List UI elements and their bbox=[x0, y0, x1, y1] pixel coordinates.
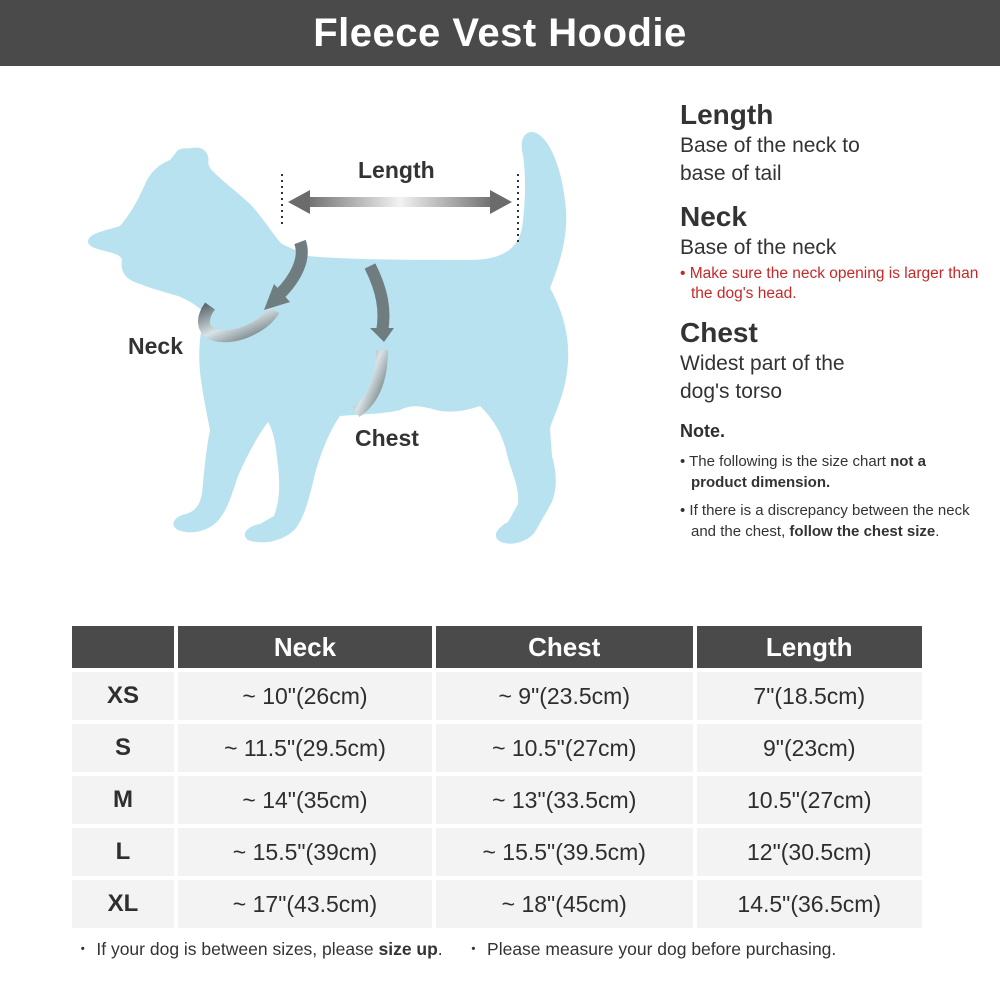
size-table bbox=[68, 622, 926, 932]
size-cell: M bbox=[72, 776, 174, 824]
note-section bbox=[680, 418, 980, 542]
table-row bbox=[72, 724, 922, 772]
table-row bbox=[72, 880, 922, 928]
length-cell: 14.5"(36.5cm) bbox=[697, 880, 922, 928]
table-header-row bbox=[72, 626, 922, 668]
note-item-2-bold: follow the chest size bbox=[789, 522, 936, 540]
chest-label: Chest bbox=[355, 425, 419, 451]
footer-left-end: . bbox=[437, 939, 443, 959]
length-desc-1: Base of the neck to bbox=[680, 134, 860, 157]
neck-cell: ~ 15.5"(39cm) bbox=[178, 828, 432, 876]
note-item-1-text: • The following is the size chart bbox=[680, 453, 891, 470]
neck-info bbox=[680, 200, 980, 304]
table-row bbox=[72, 828, 922, 876]
chest-cell: ~ 18"(45cm) bbox=[436, 880, 693, 928]
length-label: Length bbox=[358, 157, 435, 183]
chest-desc-2: dog's torso bbox=[680, 380, 783, 403]
size-cell: XL bbox=[72, 880, 174, 928]
size-cell: S bbox=[72, 724, 174, 772]
footer-left-bold: size up bbox=[378, 939, 438, 959]
table-row bbox=[72, 672, 922, 720]
length-cell: 9"(23cm) bbox=[697, 724, 922, 772]
note-item-1 bbox=[680, 452, 980, 493]
length-heading: Length bbox=[680, 99, 774, 130]
title-banner bbox=[0, 0, 1000, 66]
header-chest: Chest bbox=[436, 626, 693, 668]
chest-desc-1: Widest part of the bbox=[680, 352, 845, 375]
note-item-2-text: • If there is a discrepancy between the neck and the chest, bbox=[680, 502, 970, 540]
neck-label: Neck bbox=[128, 333, 183, 359]
chest-heading: Chest bbox=[680, 317, 758, 348]
note-item-2 bbox=[680, 501, 980, 542]
footer-note-left bbox=[74, 936, 443, 961]
neck-cell: ~ 11.5"(29.5cm) bbox=[178, 724, 432, 772]
header-neck: Neck bbox=[178, 626, 432, 668]
neck-heading: Neck bbox=[680, 201, 747, 232]
note-item-2-end: . bbox=[935, 522, 940, 540]
length-desc-2: base of tail bbox=[680, 162, 782, 185]
note-title: Note. bbox=[680, 421, 725, 441]
footer-note-right: ・ Please measure your dog before purchasing. bbox=[464, 939, 837, 959]
measurement-info bbox=[680, 98, 980, 542]
length-info bbox=[680, 98, 980, 188]
length-cell: 10.5"(27cm) bbox=[697, 776, 922, 824]
footer-notes bbox=[74, 936, 954, 961]
neck-cell: ~ 14"(35cm) bbox=[178, 776, 432, 824]
neck-cell: ~ 10"(26cm) bbox=[178, 672, 432, 720]
length-arrow-icon bbox=[288, 190, 512, 214]
size-cell: L bbox=[72, 828, 174, 876]
length-cell: 7"(18.5cm) bbox=[697, 672, 922, 720]
page-title: Fleece Vest Hoodie bbox=[313, 10, 687, 55]
chest-cell: ~ 15.5"(39.5cm) bbox=[436, 828, 693, 876]
footer-left-text: ・ If your dog is between sizes, please bbox=[74, 939, 379, 959]
neck-desc-1: Base of the neck bbox=[680, 236, 837, 259]
header-blank bbox=[72, 626, 174, 668]
size-cell: XS bbox=[72, 672, 174, 720]
length-cell: 12"(30.5cm) bbox=[697, 828, 922, 876]
chest-cell: ~ 13"(33.5cm) bbox=[436, 776, 693, 824]
table-row bbox=[72, 776, 922, 824]
chest-cell: ~ 9"(23.5cm) bbox=[436, 672, 693, 720]
note-item-1-bold: not a product dimension. bbox=[691, 453, 926, 491]
neck-warning: • Make sure the neck opening is larger than the dog's head. bbox=[680, 265, 979, 302]
neck-cell: ~ 17"(43.5cm) bbox=[178, 880, 432, 928]
chest-cell: ~ 10.5"(27cm) bbox=[436, 724, 693, 772]
chest-info bbox=[680, 316, 980, 406]
header-length: Length bbox=[697, 626, 922, 668]
